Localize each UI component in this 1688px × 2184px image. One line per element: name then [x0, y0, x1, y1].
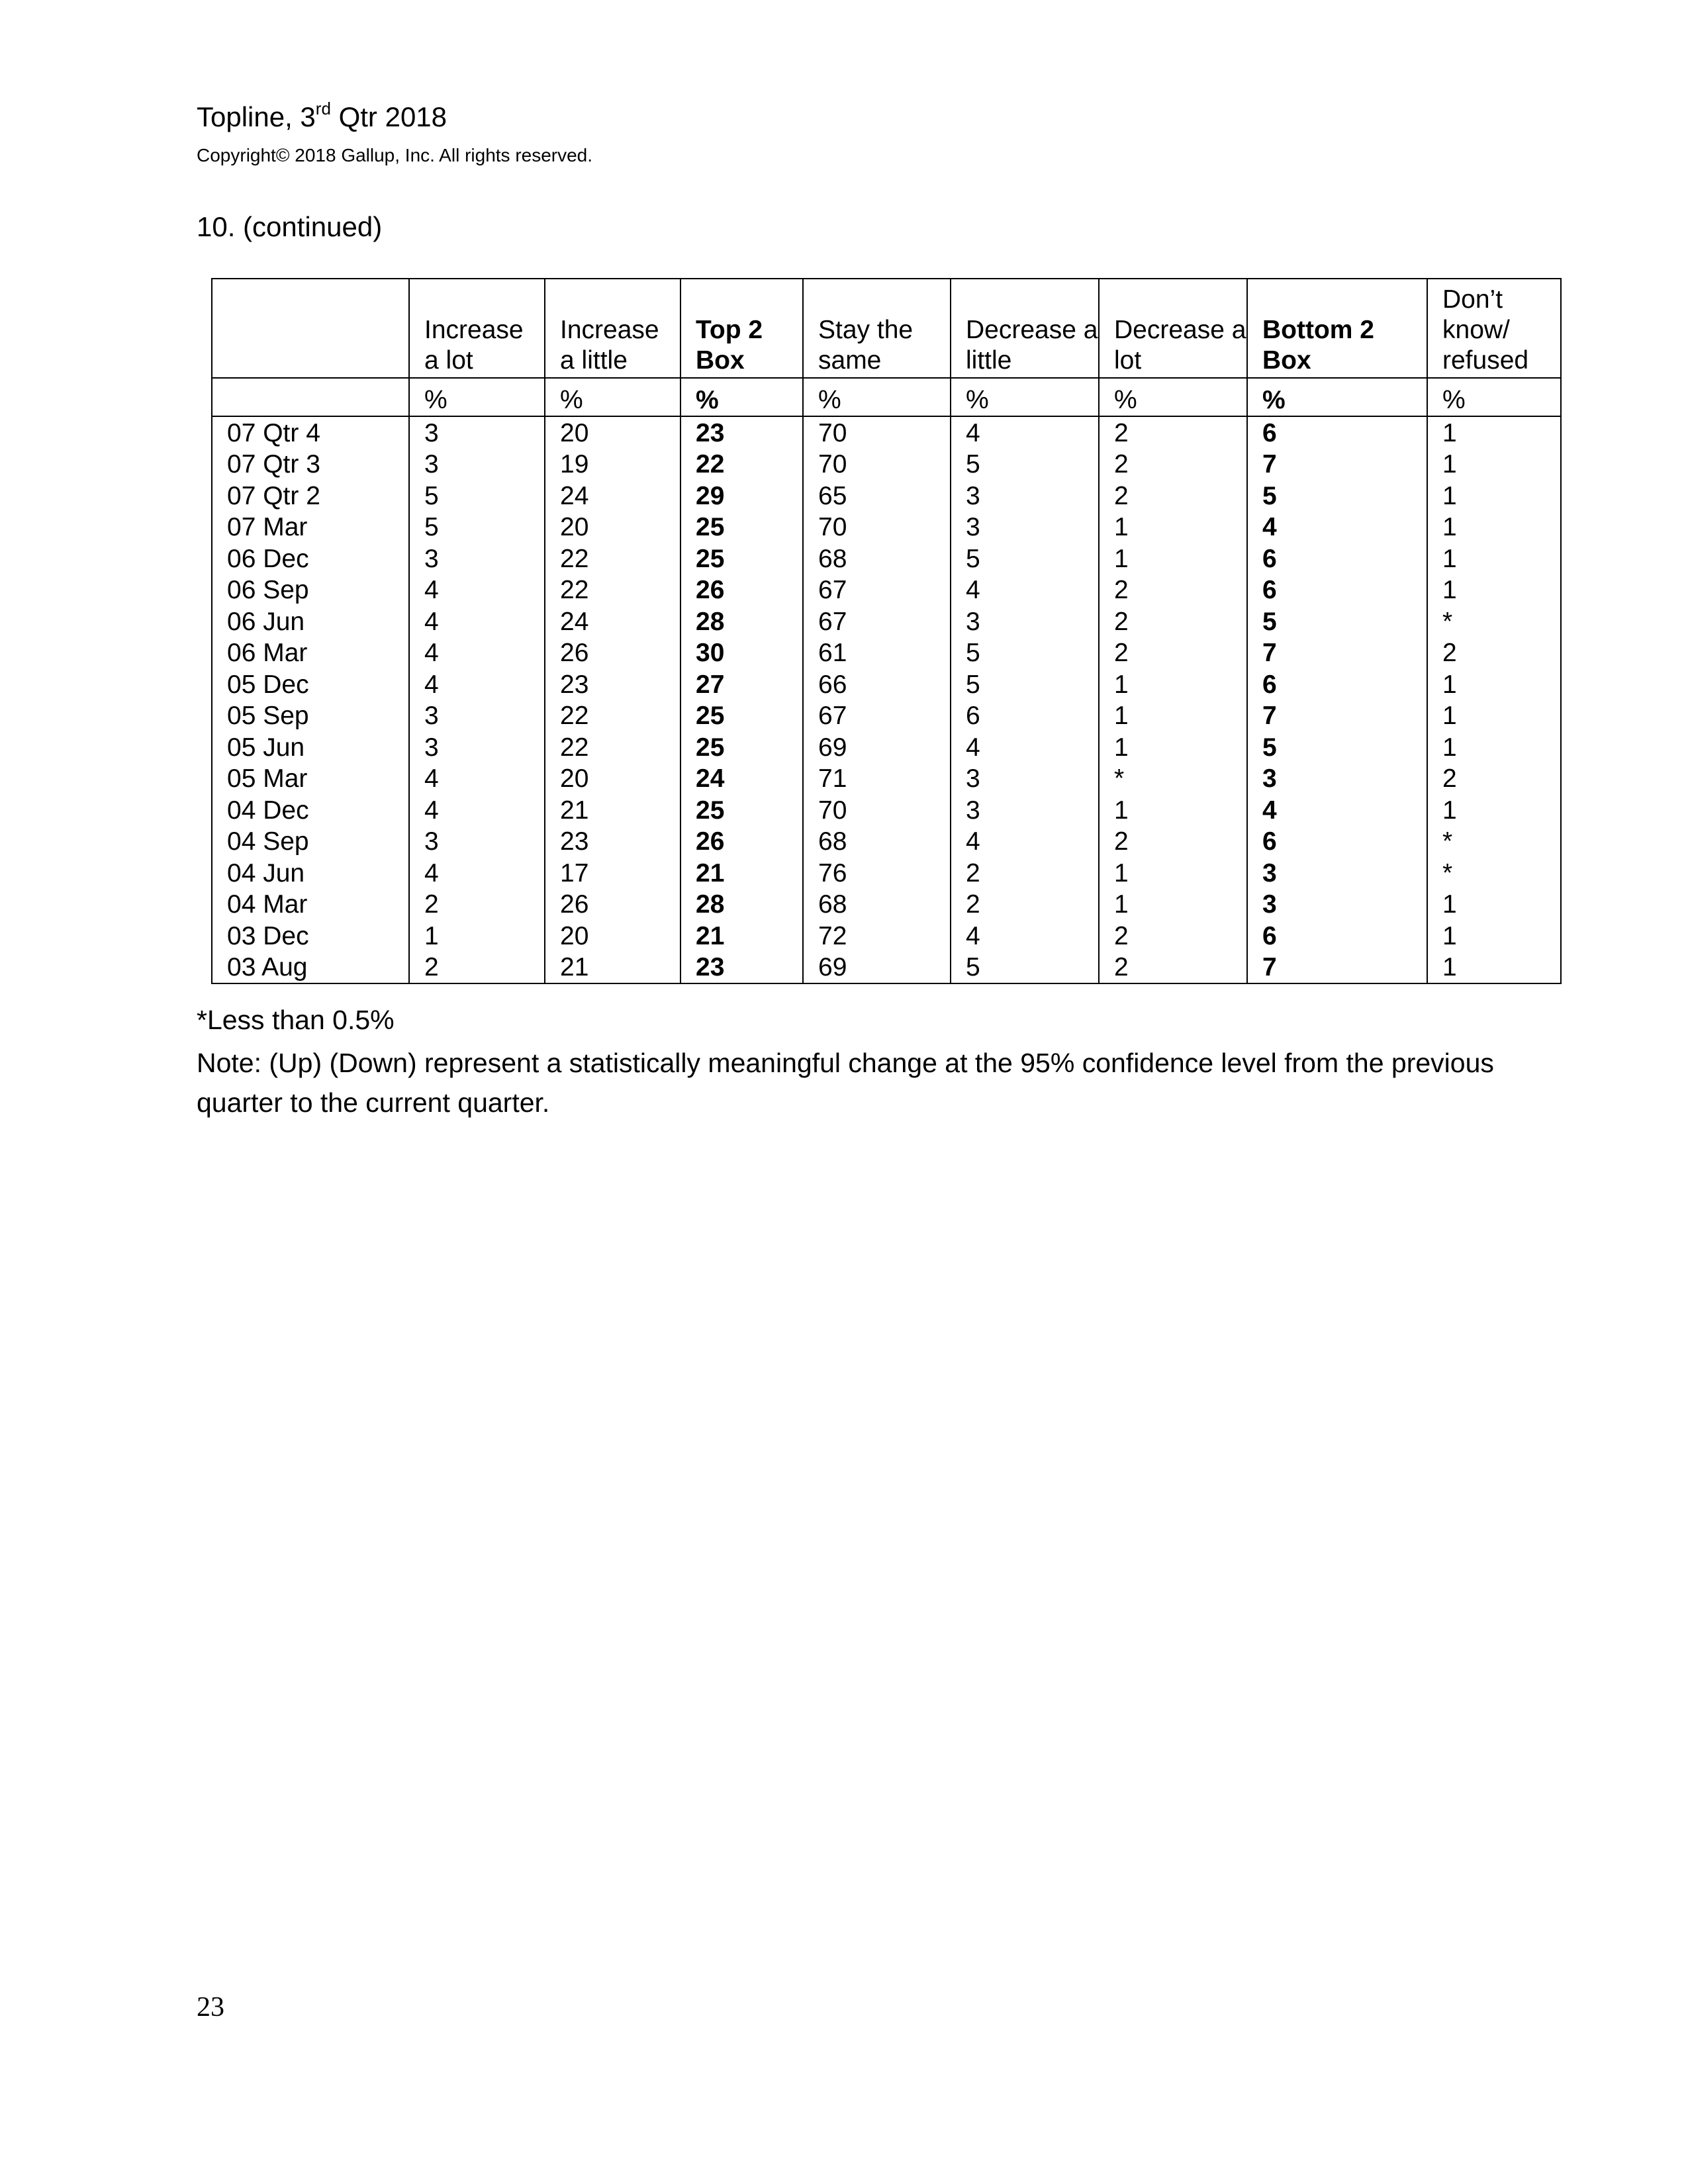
- table-cell: 70: [803, 512, 951, 543]
- table-row: [212, 606, 1561, 637]
- row-label: 03 Dec: [212, 920, 409, 952]
- row-label: 07 Mar: [212, 512, 409, 543]
- table-cell: *: [1099, 763, 1247, 795]
- table-cell: 24: [545, 480, 680, 512]
- table-cell: 4: [951, 731, 1099, 763]
- table-cell: 7: [1247, 700, 1427, 732]
- table-cell: 7: [1247, 952, 1427, 984]
- table-cell: 2: [409, 889, 545, 921]
- column-header: Stay the same: [803, 279, 951, 378]
- table-cell: 5: [1247, 731, 1427, 763]
- table-cell: 69: [803, 952, 951, 984]
- table-cell: 1: [1427, 574, 1561, 606]
- table-cell: 4: [1247, 794, 1427, 826]
- table-cell: 20: [545, 512, 680, 543]
- table-cell: 70: [803, 416, 951, 449]
- table-cell: 4: [1247, 512, 1427, 543]
- table-cell: 3: [951, 794, 1099, 826]
- table-cell: 2: [1099, 952, 1247, 984]
- table-cell: 76: [803, 857, 951, 889]
- unit-cell: %: [1427, 378, 1561, 416]
- table-cell: 22: [545, 574, 680, 606]
- table-cell: 5: [951, 668, 1099, 700]
- table-cell: 22: [545, 731, 680, 763]
- table-cell: 25: [680, 731, 803, 763]
- row-label: 04 Sep: [212, 826, 409, 858]
- table-cell: 4: [409, 668, 545, 700]
- table-cell: 20: [545, 763, 680, 795]
- row-label: 07 Qtr 4: [212, 416, 409, 449]
- table-cell: 1: [1427, 416, 1561, 449]
- table-row: [212, 857, 1561, 889]
- table-cell: 2: [1099, 826, 1247, 858]
- footnote: *Less than 0.5%: [197, 1005, 395, 1035]
- table-cell: 26: [680, 574, 803, 606]
- table-cell: 3: [951, 480, 1099, 512]
- title-prefix: Topline, 3: [197, 101, 316, 132]
- table-cell: 26: [545, 637, 680, 669]
- table-cell: 2: [951, 857, 1099, 889]
- column-header: Don’t know/ refused: [1427, 279, 1561, 378]
- table-row: [212, 543, 1561, 574]
- table-cell: 23: [680, 416, 803, 449]
- table-cell: 4: [409, 574, 545, 606]
- table-cell: 1: [1099, 794, 1247, 826]
- table-cell: 2: [409, 952, 545, 984]
- table-cell: 1: [1427, 794, 1561, 826]
- table-cell: 6: [1247, 920, 1427, 952]
- significance-note: Note: (Up) (Down) represent a statistically meaningful change at the 95% confidence level from the previous quarter to the current quarter.: [197, 1048, 1494, 1118]
- row-label: 04 Mar: [212, 889, 409, 921]
- unit-cell: %: [545, 378, 680, 416]
- table-cell: 28: [680, 889, 803, 921]
- table-row: [212, 416, 1561, 449]
- table-cell: 3: [409, 731, 545, 763]
- table-cell: 70: [803, 449, 951, 480]
- table-cell: 17: [545, 857, 680, 889]
- table-cell: 4: [409, 606, 545, 637]
- table-cell: 24: [680, 763, 803, 795]
- table-cell: 3: [1247, 763, 1427, 795]
- column-header: Increase a little: [545, 279, 680, 378]
- table-cell: 2: [1099, 637, 1247, 669]
- table-cell: 29: [680, 480, 803, 512]
- row-label: 03 Aug: [212, 952, 409, 984]
- table-cell: 7: [1247, 637, 1427, 669]
- row-label: 05 Sep: [212, 700, 409, 732]
- table-cell: 3: [409, 826, 545, 858]
- table-cell: 1: [1427, 512, 1561, 543]
- table-cell: 5: [951, 952, 1099, 984]
- table-cell: 6: [1247, 668, 1427, 700]
- table-row: [212, 920, 1561, 952]
- table-cell: 70: [803, 794, 951, 826]
- table-cell: 3: [951, 512, 1099, 543]
- table-cell: 21: [680, 920, 803, 952]
- table-cell: 1: [1099, 668, 1247, 700]
- table-cell: 21: [680, 857, 803, 889]
- table-cell: 4: [951, 920, 1099, 952]
- table-row: [212, 889, 1561, 921]
- table-row: [212, 512, 1561, 543]
- table-cell: 5: [409, 480, 545, 512]
- table-row: [212, 480, 1561, 512]
- table-cell: 67: [803, 606, 951, 637]
- row-label: 06 Mar: [212, 637, 409, 669]
- table-cell: 6: [1247, 574, 1427, 606]
- table-cell: 3: [409, 416, 545, 449]
- table-cell: 4: [951, 826, 1099, 858]
- table-cell: 68: [803, 543, 951, 574]
- table-cell: 61: [803, 637, 951, 669]
- table-cell: 1: [1099, 700, 1247, 732]
- table-cell: 1: [1099, 512, 1247, 543]
- table-row: [212, 763, 1561, 795]
- column-header: Increase a lot: [409, 279, 545, 378]
- row-label: 04 Dec: [212, 794, 409, 826]
- table-row: [212, 637, 1561, 669]
- table-cell: 72: [803, 920, 951, 952]
- table-cell: 21: [545, 794, 680, 826]
- table-cell: 22: [680, 449, 803, 480]
- column-header: Top 2 Box: [680, 279, 803, 378]
- table-cell: 5: [409, 512, 545, 543]
- table-row: [212, 574, 1561, 606]
- table-cell: 1: [1427, 449, 1561, 480]
- table-cell: 19: [545, 449, 680, 480]
- table-cell: 1: [409, 920, 545, 952]
- table-cell: 67: [803, 700, 951, 732]
- table-cell: 23: [680, 952, 803, 984]
- table-cell: 2: [1427, 763, 1561, 795]
- table-cell: 2: [1099, 416, 1247, 449]
- table-cell: 5: [951, 449, 1099, 480]
- table-cell: 1: [1099, 731, 1247, 763]
- table-cell: 5: [951, 637, 1099, 669]
- row-label: 05 Dec: [212, 668, 409, 700]
- table-cell: 2: [1099, 449, 1247, 480]
- table-cell: 68: [803, 826, 951, 858]
- table-cell: 4: [409, 794, 545, 826]
- table-cell: 6: [951, 700, 1099, 732]
- unit-cell: %: [951, 378, 1099, 416]
- table-row: [212, 826, 1561, 858]
- table-cell: 1: [1427, 700, 1561, 732]
- table-cell: 3: [409, 543, 545, 574]
- table-cell: 6: [1247, 826, 1427, 858]
- table-cell: 2: [1099, 606, 1247, 637]
- table-cell: 5: [951, 543, 1099, 574]
- page-number: 23: [197, 1992, 224, 2023]
- unit-cell: %: [409, 378, 545, 416]
- table-row: [212, 731, 1561, 763]
- table-cell: 27: [680, 668, 803, 700]
- table-cell: 2: [1099, 920, 1247, 952]
- table-cell: 25: [680, 700, 803, 732]
- table-cell: 7: [1247, 449, 1427, 480]
- table-body: [212, 416, 1561, 983]
- table-cell: 4: [951, 416, 1099, 449]
- column-header-row: [212, 279, 1561, 378]
- table-cell: 4: [409, 763, 545, 795]
- table-cell: 3: [1247, 889, 1427, 921]
- table-cell: *: [1427, 857, 1561, 889]
- table-row: [212, 952, 1561, 984]
- table-cell: 6: [1247, 416, 1427, 449]
- row-label: 05 Mar: [212, 763, 409, 795]
- unit-cell: %: [803, 378, 951, 416]
- column-header: Bottom 2 Box: [1247, 279, 1427, 378]
- table-cell: 22: [545, 543, 680, 574]
- table-cell: 3: [409, 700, 545, 732]
- row-label: 06 Sep: [212, 574, 409, 606]
- table-cell: 68: [803, 889, 951, 921]
- table-cell: 24: [545, 606, 680, 637]
- row-label: 05 Jun: [212, 731, 409, 763]
- table-cell: 1: [1099, 543, 1247, 574]
- row-label: 06 Dec: [212, 543, 409, 574]
- unit-cell: %: [1099, 378, 1247, 416]
- table-row: [212, 794, 1561, 826]
- unit-row: [212, 378, 1561, 416]
- table-cell: 26: [545, 889, 680, 921]
- table-cell: 3: [1247, 857, 1427, 889]
- title-suffix: Qtr 2018: [330, 101, 447, 132]
- table-cell: 1: [1427, 543, 1561, 574]
- table-cell: 21: [545, 952, 680, 984]
- table-cell: 28: [680, 606, 803, 637]
- table-cell: 26: [680, 826, 803, 858]
- table-cell: 3: [951, 763, 1099, 795]
- table-cell: 1: [1427, 889, 1561, 921]
- table-cell: 20: [545, 920, 680, 952]
- table-row: [212, 700, 1561, 732]
- table-cell: 1: [1427, 952, 1561, 984]
- table-cell: 4: [409, 857, 545, 889]
- unit-cell: %: [1247, 378, 1427, 416]
- table-cell: 3: [409, 449, 545, 480]
- table-cell: 2: [1099, 480, 1247, 512]
- table-cell: 23: [545, 826, 680, 858]
- table-cell: 6: [1247, 543, 1427, 574]
- table-cell: 1: [1427, 920, 1561, 952]
- table-cell: 22: [545, 700, 680, 732]
- table-cell: 1: [1427, 480, 1561, 512]
- question-heading: 10. (continued): [197, 211, 383, 242]
- copyright-line: Copyright© 2018 Gallup, Inc. All rights reserved.: [197, 145, 593, 165]
- table-row: [212, 449, 1561, 480]
- unit-cell: [212, 378, 409, 416]
- table-cell: 1: [1427, 731, 1561, 763]
- table-cell: 5: [1247, 606, 1427, 637]
- table-cell: 25: [680, 794, 803, 826]
- table-cell: 4: [951, 574, 1099, 606]
- column-header: [212, 279, 409, 378]
- table-cell: 2: [1427, 637, 1561, 669]
- table-cell: 67: [803, 574, 951, 606]
- table-cell: 69: [803, 731, 951, 763]
- row-label: 07 Qtr 2: [212, 480, 409, 512]
- table-cell: 25: [680, 512, 803, 543]
- unit-cell: %: [680, 378, 803, 416]
- title-superscript: rd: [315, 99, 331, 118]
- table-cell: 65: [803, 480, 951, 512]
- row-label: 07 Qtr 3: [212, 449, 409, 480]
- table-cell: 20: [545, 416, 680, 449]
- table-cell: 66: [803, 668, 951, 700]
- row-label: 04 Jun: [212, 857, 409, 889]
- table-cell: *: [1427, 826, 1561, 858]
- table-cell: 25: [680, 543, 803, 574]
- table-cell: 2: [951, 889, 1099, 921]
- table-cell: 23: [545, 668, 680, 700]
- table-cell: 1: [1427, 668, 1561, 700]
- table-cell: 4: [409, 637, 545, 669]
- page-title: [197, 101, 447, 134]
- table-cell: 1: [1099, 889, 1247, 921]
- table-cell: 1: [1099, 857, 1247, 889]
- topline-table: [211, 278, 1562, 984]
- table-cell: 5: [1247, 480, 1427, 512]
- column-header: Decrease a lot: [1099, 279, 1247, 378]
- row-label: 06 Jun: [212, 606, 409, 637]
- table-cell: 3: [951, 606, 1099, 637]
- table-cell: *: [1427, 606, 1561, 637]
- table-cell: 71: [803, 763, 951, 795]
- table-row: [212, 668, 1561, 700]
- table-cell: 30: [680, 637, 803, 669]
- table-cell: 2: [1099, 574, 1247, 606]
- column-header: Decrease a little: [951, 279, 1099, 378]
